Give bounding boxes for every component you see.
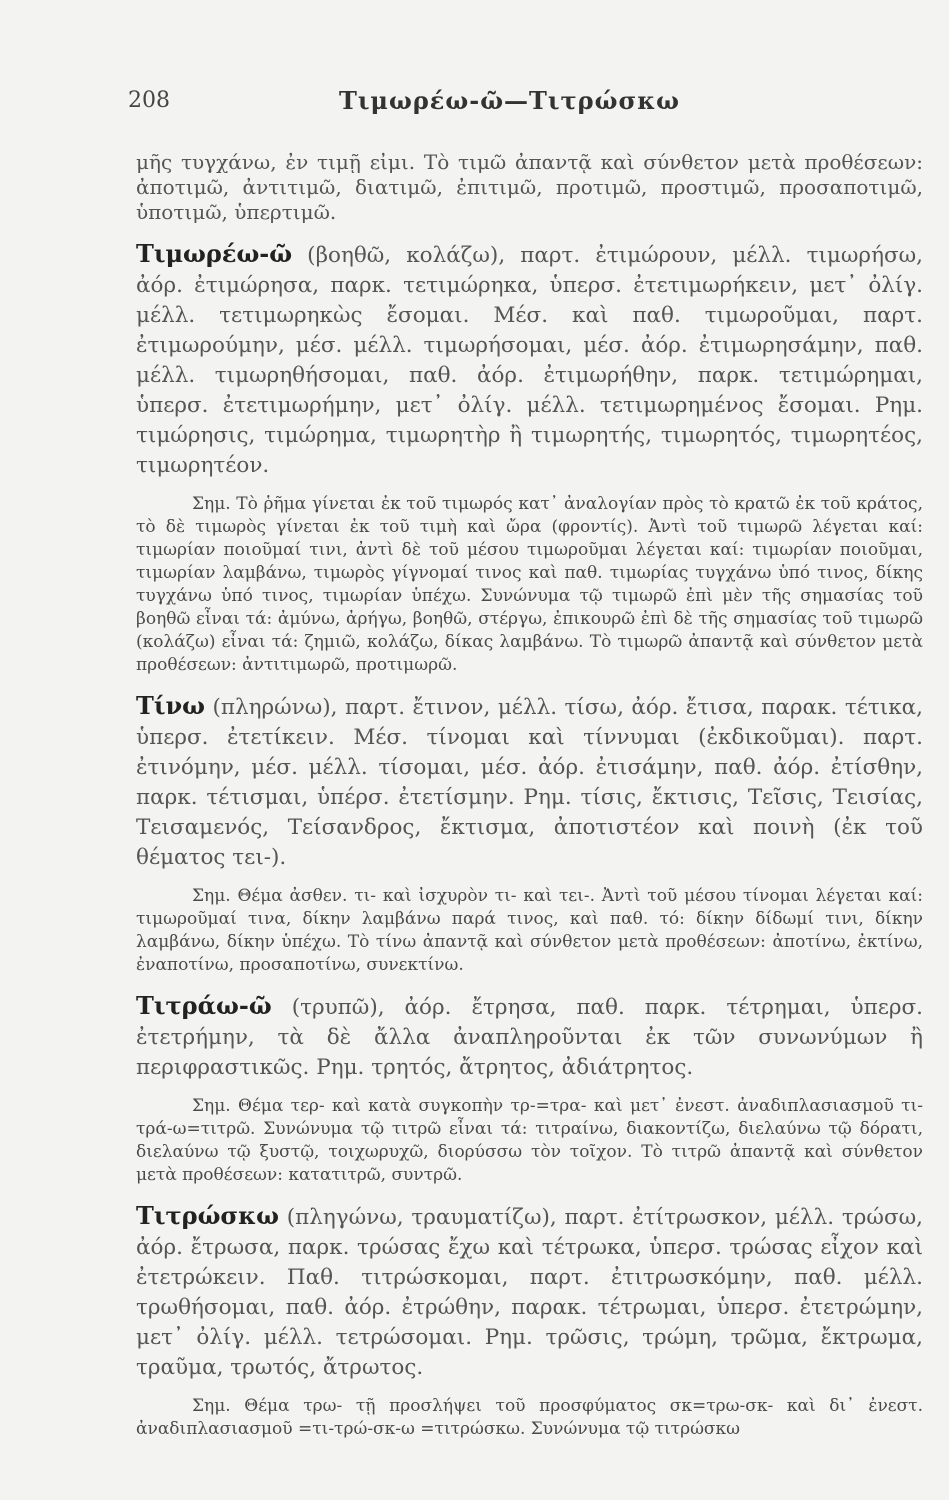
headword: Τιμωρέω-ῶ bbox=[136, 239, 293, 268]
note-timoreo: Σημ. Τὸ ῥῆμα γίνεται ἐκ τοῦ τιμωρός κατ᾽ ἀναλογίαν πρὸς τὸ κρατῶ ἐκ τοῦ κράτος, τὸ δὲ τιμωρὸς γίνεται ἐκ τοῦ τιμὴ καὶ ὤρα (φροντίς). Ἀντὶ τοῦ τιμωρῶ λέγεται καί: τιμωρίαν ποιοῦμαί τινι, ἀντὶ δὲ τοῦ μέσου τιμωροῦμαι λέγεται καί: τιμωρίαν ποιοῦμαι, τιμωρίαν λαμβάνω, τιμωρὸς γίγνομαί τινος καὶ παθ. τιμωρίας τυγχάνω ὑπό τινος, δίκης τυγχάνω ὑπό τινος, τιμωρίαν ὑπέχω. Συνώνυμα τῷ τιμωρῶ ἐπὶ μὲν τῆς σημασίας τοῦ βοηθῶ εἶναι τά: ἀμύνω, ἀρήγω, βοηθῶ, στέργω, ἐπικουρῶ ἐπὶ δὲ τῆς σημασίας τοῦ τιμωρῶ (κολάζω) εἶναι τά: ζημιῶ, κολάζω, δίκας λαμβάνω. Τὸ τιμωρῶ ἀπαντᾷ καὶ σύνθετον μετὰ προθέσεων: ἀντιτιμωρῶ, προτιμωρῶ. bbox=[136, 494, 923, 675]
entry-text: (βοηθῶ, κολάζω), παρτ. ἐτιμώρουν, μέλλ. τιμωρήσω, ἀόρ. ἐτιμώρησα, παρκ. τετιμώρηκα, ὑπερσ. ἐτετιμωρήκειν, μετ᾽ ὀλίγ. μέλλ. τετιμωρηκὼς ἔσομαι. Μέσ. καὶ παθ. τιμωροῦμαι, παρτ. ἐτιμωρούμην, μέσ. μέλλ. τιμωρήσομαι, μέσ. ἀόρ. ἐτιμωρησάμην, παθ. μέλλ. τιμωρηθήσομαι, παθ. ἀόρ. ἐτιμωρήθην, παρκ. τετιμώρημαι, ὑπερσ. ἐτετιμωρήμην, μετ᾽ ὀλίγ. μέλλ. τετιμωρημένος ἔσομαι. Ρημ. τιμώρησις, τιμώρημα, τιμωρητὴρ ἢ τιμωρητής, τιμωρητός, τιμωρητέος, τιμωρητέον. bbox=[136, 243, 923, 478]
entry-titrosko bbox=[136, 1201, 923, 1383]
note-titrao: Σημ. Θέμα τερ- καὶ κατὰ συγκοπὴν τρ-=τρα- καὶ μετ᾽ ἐνεστ. ἀναδιπλασιασμοῦ τι-τρά-ω=τιτρῶ. Συνώνυμα τῷ τιτρῶ εἶναι τά: τιτραίνω, διακοντίζω, διελαύνω τῷ δόρατι, διελαύνω τῷ ξυστῷ, τοιχωρυχῶ, διορύσσω τὸν τοῖχον. Τὸ τιτρῶ ἀπαντᾷ καὶ σύνθετον μετὰ προθέσεων: κατατιτρῶ, συντρῶ. bbox=[136, 1096, 923, 1185]
headword: Τιτράω-ῶ bbox=[136, 991, 272, 1020]
entry-text: (πληγώνω, τραυματίζω), παρτ. ἐτίτρωσκον, μέλλ. τρώσω, ἀόρ. ἔτρωσα, παρκ. τρώσας ἔχω καὶ τέτρωκα, ὑπερσ. τρώσας εἶχον καὶ ἐτετρώκειν. Παθ. τιτρώσκομαι, παρτ. ἐτιτρωσκόμην, παθ. μέλλ. τρωθήσομαι, παθ. ἀόρ. ἐτρώθην, παρακ. τέτρωμαι, ὑπερσ. ἐτετρώμην, μετ᾽ ὀλίγ. μέλλ. τετρώσομαι. Ρημ. τρῶσις, τρώμη, τρῶμα, ἔκτρωμα, τραῦμα, τρωτός, ἄτρωτος. bbox=[136, 1205, 923, 1380]
entry-text: (πληρώνω), παρτ. ἔτινον, μέλλ. τίσω, ἀόρ. ἔτισα, παρακ. τέτικα, ὑπερσ. ἐτετίκειν. Μέσ. τίνομαι καὶ τίννυμαι (ἐκδικοῦμαι). παρτ. ἐτινόμην, μέσ. μέλλ. τίσομαι, μέσ. ἀόρ. ἐτισάμην, παθ. ἀόρ. ἐτίσθην, παρκ. τέτισμαι, ὑπέρσ. ἐτετίσμην. Ρημ. τίσις, ἔκτισις, Τεῖσις, Τεισίας, Τεισαμενός, Τείσανδρος, ἔκτισμα, ἀποτιστέον καὶ ποινὴ (ἐκ τοῦ θέματος τει-). bbox=[136, 695, 923, 870]
note-tino: Σημ. Θέμα ἀσθεν. τι- καὶ ἰσχυρὸν τι- καὶ τει-. Ἀντὶ τοῦ μέσου τίνομαι λέγεται καί: τιμωροῦμαί τινα, δίκην λαμβάνω παρά τινος, καὶ παθ. τό: δίκην δίδωμί τινι, δίκην λαμβάνω, δίκην ὑπέχω. Τὸ τίνω ἀπαντᾷ καὶ σύνθετον μετὰ προθέσεων: ἀποτίνω, ἐκτίνω, ἐναποτίνω, προσαποτίνω, συνεκτίνω. bbox=[136, 886, 923, 975]
note-titrosko: Σημ. Θέμα τρω- τῇ προσλήψει τοῦ προσφύματος σκ=τρω-σκ- καὶ δι᾽ ἐνεστ. ἀναδιπλασιασμοῦ =τι-τρώ-σκ-ω =τιτρώσκω. Συνώνυμα τῷ τιτρώσκω bbox=[136, 1396, 923, 1439]
headword: Τιτρώσκω bbox=[136, 1201, 279, 1230]
page-body bbox=[136, 150, 923, 1441]
page-header bbox=[118, 86, 901, 126]
entry-text: (τρυπῶ), ἀόρ. ἔτρησα, παθ. παρκ. τέτρημαι, ὑπερσ. ἐτετρήμην, τὰ δὲ ἄλλα ἀναπληροῦνται ἐκ τῶν συνωνύμων ἢ περιφραστικῶς. Ρημ. τρητός, ἄτρητος, ἀδιάτρητος. bbox=[136, 995, 923, 1080]
entry-tino bbox=[136, 691, 923, 873]
running-title: Τιμωρέω-ῶ—Τιτρώσκω bbox=[338, 86, 681, 115]
entry-titrao bbox=[136, 991, 923, 1083]
intro-paragraph: μῆς τυγχάνω, ἐν τιμῇ εἰμι. Τὸ τιμῶ ἀπαντᾷ καὶ σύνθετον μετὰ προθέσεων: ἀποτιμῶ, ἀντιτιμῶ, διατιμῶ, ἐπιτιμῶ, προτιμῶ, προστιμῶ, προσαποτιμῶ, ὑποτιμῶ, ὑπερτιμῶ. bbox=[136, 150, 923, 224]
entry-timoreo bbox=[136, 239, 923, 481]
page-number: 208 bbox=[128, 88, 170, 113]
headword: Τίνω bbox=[136, 691, 205, 720]
